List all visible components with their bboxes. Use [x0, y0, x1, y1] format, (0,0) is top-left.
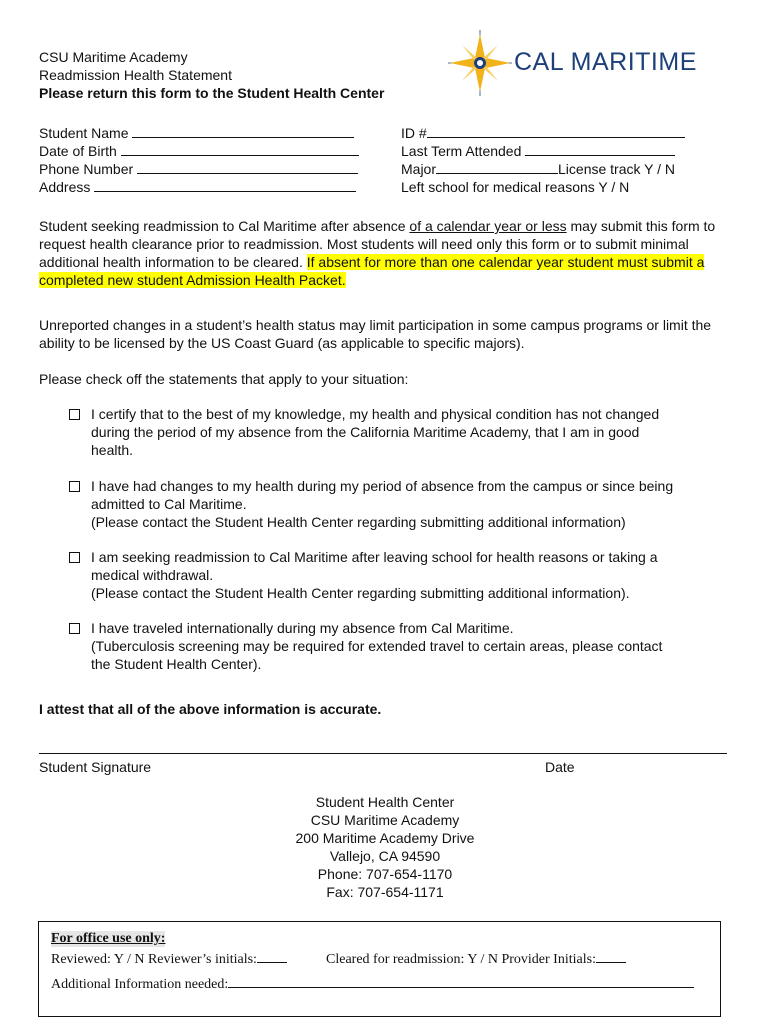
- dob-field[interactable]: Date of Birth: [39, 142, 359, 160]
- fields-right: [401, 124, 685, 196]
- compass-star-icon: [440, 28, 520, 98]
- statement-checkbox[interactable]: [69, 552, 80, 563]
- statement-item: I certify that to the best of my knowledge, my health and physical condition has not changed during the period of my absence from the California Maritime Academy, that I am in good health.: [91, 406, 660, 458]
- address-field[interactable]: Address: [39, 178, 359, 196]
- student-name-field[interactable]: Student Name: [39, 124, 359, 142]
- fields-left: [39, 124, 359, 196]
- additional-info-field[interactable]: [228, 974, 694, 988]
- provider-initials-field[interactable]: [596, 949, 626, 963]
- health-status-paragraph: Unreported changes in a student’s health status may limit participation in some campus programs or limit the ability to be licensed by the US Coast Guard (as applicable to specific majors).: [39, 317, 712, 351]
- form-title: Readmission Health Statement: [39, 67, 232, 83]
- statement-item: I have had changes to my health during my period of absence from the campus or since being admitted to Cal Maritime. (Please contact the Student Health Center regarding submitting additional information): [91, 478, 674, 530]
- institution-name: CSU Maritime Academy: [39, 49, 188, 65]
- logo-wordmark: CAL MARITIME: [514, 48, 697, 76]
- statement-checkbox[interactable]: [69, 481, 80, 492]
- phone-field[interactable]: Phone Number: [39, 160, 359, 178]
- statement-item: I have traveled internationally during my absence from Cal Maritime. (Tuberculosis screening may be required for extended travel to certain areas, please contact the Student Health Center).: [91, 620, 663, 672]
- statement-checkbox[interactable]: [69, 623, 80, 634]
- date-label: Date: [545, 759, 575, 775]
- signature-label: Student Signature: [39, 759, 152, 775]
- license-track-label: License track Y / N: [558, 161, 675, 177]
- additional-info-row: Additional Information needed:: [51, 974, 694, 993]
- office-use-box: [38, 921, 721, 1017]
- signature-line[interactable]: [39, 753, 727, 754]
- highlighted-notice: If absent for more than one calendar year student must submit a completed new student Admission Health Packet.: [39, 254, 705, 288]
- attest-statement: I attest that all of the above information is accurate.: [39, 701, 382, 717]
- office-use-title: For office use only:: [51, 931, 166, 946]
- last-term-field[interactable]: Last Term Attended: [401, 142, 685, 160]
- return-instruction: Please return this form to the Student Health Center: [39, 85, 385, 101]
- statement-checkbox[interactable]: [69, 409, 80, 420]
- check-instruction: Please check off the statements that apply to your situation:: [39, 371, 409, 387]
- contact-block: Student Health Center CSU Maritime Academy 200 Maritime Academy Drive Vallejo, CA 94590 Phone: 707-654-1170 Fax: 707-654-1171: [295, 794, 475, 900]
- major-field[interactable]: Major License track Y / N: [401, 161, 675, 177]
- left-school-medical-field[interactable]: Left school for medical reasons Y / N: [401, 179, 630, 195]
- intro-paragraph: Student seeking readmission to Cal Maritime after absence of a calendar year or less may submit this form to request health clearance prior to readmission. Most students will need only this form or to submit minimal additional health information to be cleared. If absent for more than one calendar year student must submit a completed new student Admission Health Packet.: [39, 218, 716, 288]
- reviewer-initials-field[interactable]: [257, 949, 287, 963]
- reviewed-row: Reviewed: Y / N Reviewer’s initials:: [51, 949, 287, 968]
- statement-item: I am seeking readmission to Cal Maritime after leaving school for health reasons or taking a medical withdrawal. (Please contact the Student Health Center regarding submitting additional information).: [91, 549, 658, 601]
- cal-maritime-logo: [440, 28, 720, 98]
- cleared-row: Cleared for readmission: Y / N Provider Initials:: [326, 949, 626, 968]
- id-field[interactable]: ID #: [401, 124, 685, 142]
- form-header: [39, 48, 384, 102]
